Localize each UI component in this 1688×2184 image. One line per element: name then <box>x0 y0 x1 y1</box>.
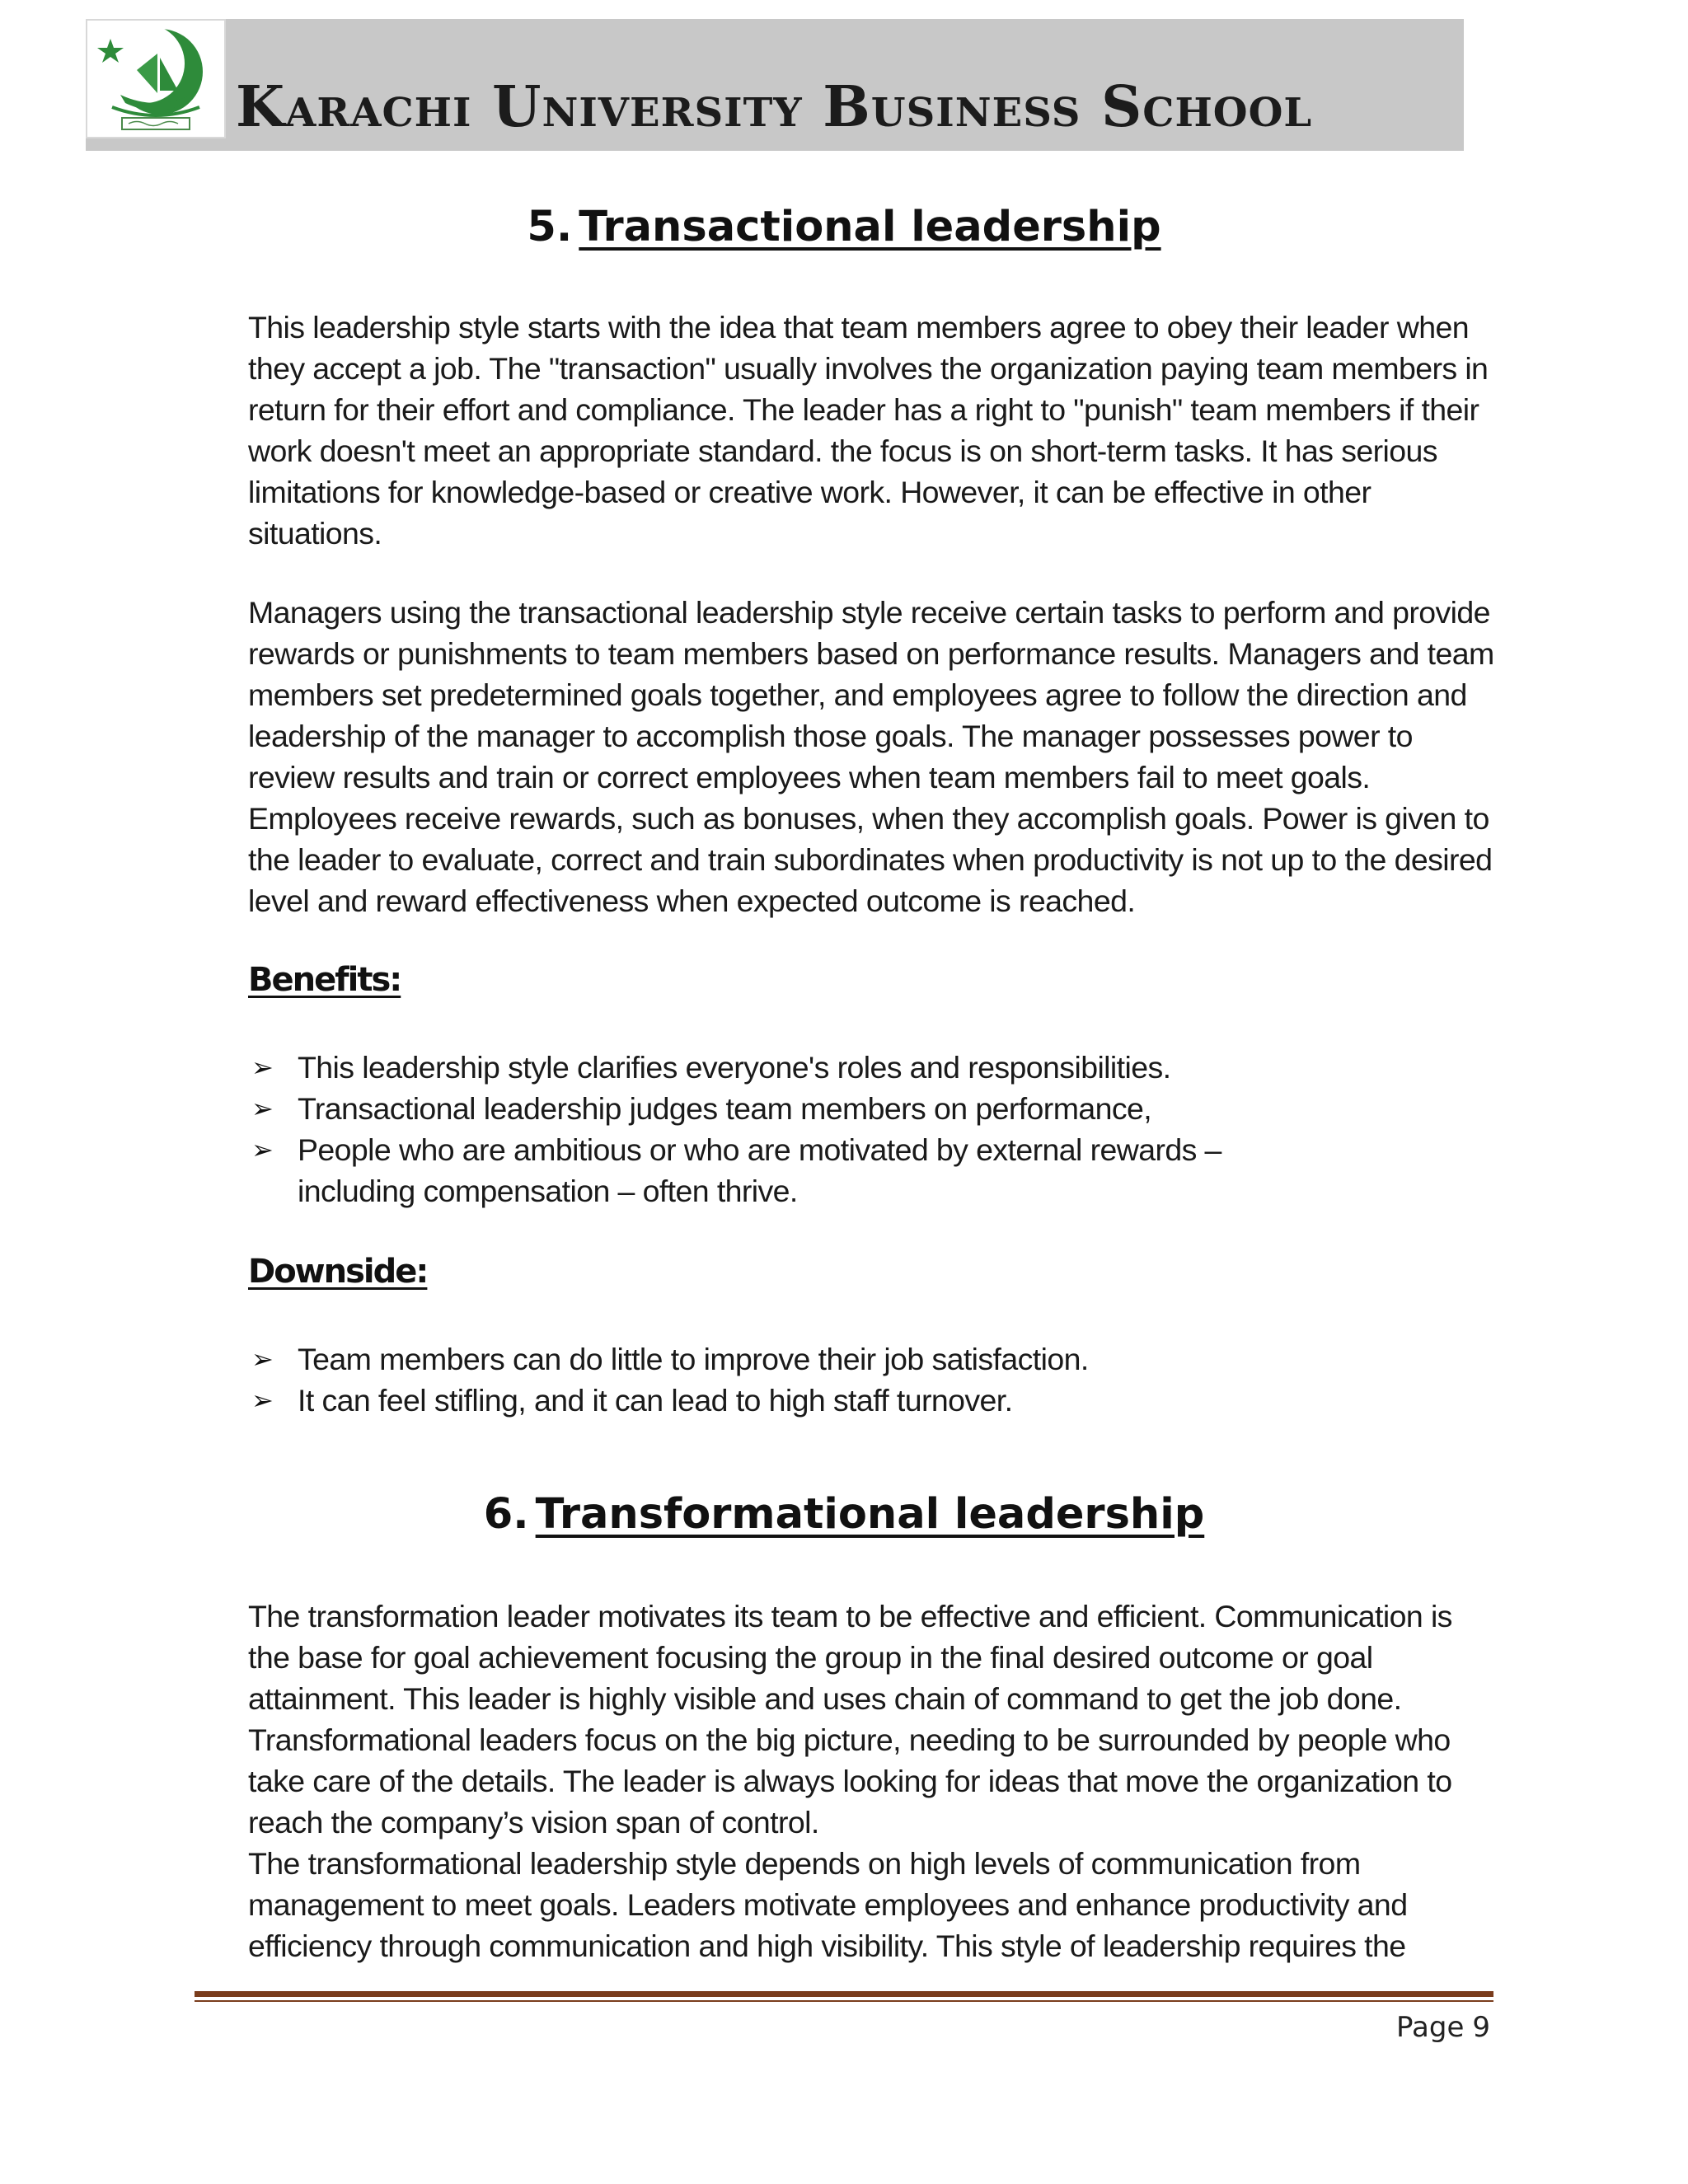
section-number: 5. <box>527 203 573 251</box>
section-heading-transactional <box>0 203 1688 251</box>
list-item <box>248 1338 1501 1380</box>
paragraph-transactional-intro: This leadership style starts with the idea that team members agree to obey their leader when they accept a job. The "transaction" usually involves the organization paying team members in return for their effort and compliance. The leader has a right to "punish" team members if their work doesn't meet an appropriate standard. the focus is on short-term tasks. It has serious limitations for knowledge-based or creative work. However, it can be effective in other situations. <box>248 310 1489 551</box>
list-item <box>248 1047 1501 1088</box>
list-item-text: Transactional leadership judges team members on performance, <box>298 1091 1152 1126</box>
list-item <box>248 1088 1501 1129</box>
benefits-heading: Benefits: <box>248 961 401 999</box>
list-item-text: Team members can do little to improve their job satisfaction. <box>298 1342 1089 1376</box>
page-label: Page <box>1396 2011 1465 2044</box>
page-number <box>1396 2011 1490 2044</box>
section-heading-transformational <box>0 1490 1688 1539</box>
section-title: Transactional leadership <box>579 203 1161 251</box>
paragraph-transformational-intro: The transformation leader motivates its team to be effective and efficient. Communication is the base for goal achievement focusing the group in the final desired outcome or goal attainment. This leader is highly visible and uses chain of command to get the job done. Transformational leaders focus on the big picture, needing to be surrounded by people who take care of the details. The leader is always looking for ideas that move the organization to reach the company’s vision span of control. <box>248 1599 1452 1840</box>
downside-heading: Downside: <box>248 1253 428 1291</box>
list-item-text: It can feel stifling, and it can lead to high staff turnover. <box>298 1383 1013 1418</box>
arrow-bullet-icon: ➢ <box>251 1052 274 1082</box>
footer-rule <box>195 1991 1493 1997</box>
page-number-value: 9 <box>1472 2011 1490 2044</box>
paragraph-transformational-communication: The transformational leadership style depends on high levels of communication from management to meet goals. Leaders motivate employees and enhance productivity and efficiency through communication and high visibility. This style of leadership requires the <box>248 1846 1408 1963</box>
arrow-bullet-icon: ➢ <box>251 1094 274 1123</box>
school-name: Karachi University Business School <box>236 74 1313 140</box>
list-item-text: People who are ambitious or who are motivated by external rewards – including compensation – often thrive. <box>298 1132 1221 1208</box>
university-crest-icon <box>86 19 226 138</box>
downside-list <box>248 1338 1501 1421</box>
list-item-text: This leadership style clarifies everyone's roles and responsibilities. <box>298 1050 1171 1085</box>
benefits-list <box>248 1047 1501 1212</box>
list-item <box>248 1129 1501 1212</box>
section-title: Transformational leadership <box>535 1490 1205 1539</box>
arrow-bullet-icon: ➢ <box>251 1135 274 1165</box>
arrow-bullet-icon: ➢ <box>251 1385 274 1415</box>
arrow-bullet-icon: ➢ <box>251 1344 274 1374</box>
footer-rule-thin <box>195 2000 1493 2002</box>
paragraph-transactional-managers: Managers using the transactional leadership style receive certain tasks to perform and provide rewards or punishments to team members based on performance results. Managers and team members set predetermined goals together, and employees agree to follow the direction and leadership of the manager to accomplish those goals. The manager possesses power to review results and train or correct employees when team members fail to meet goals. Employees receive rewards, such as bonuses, when they accomplish goals. Power is given to the leader to evaluate, correct and train subordinates when productivity is not up to the desired level and reward effectiveness when expected outcome is reached. <box>248 595 1494 918</box>
section-number: 6. <box>483 1490 529 1539</box>
list-item <box>248 1380 1501 1421</box>
